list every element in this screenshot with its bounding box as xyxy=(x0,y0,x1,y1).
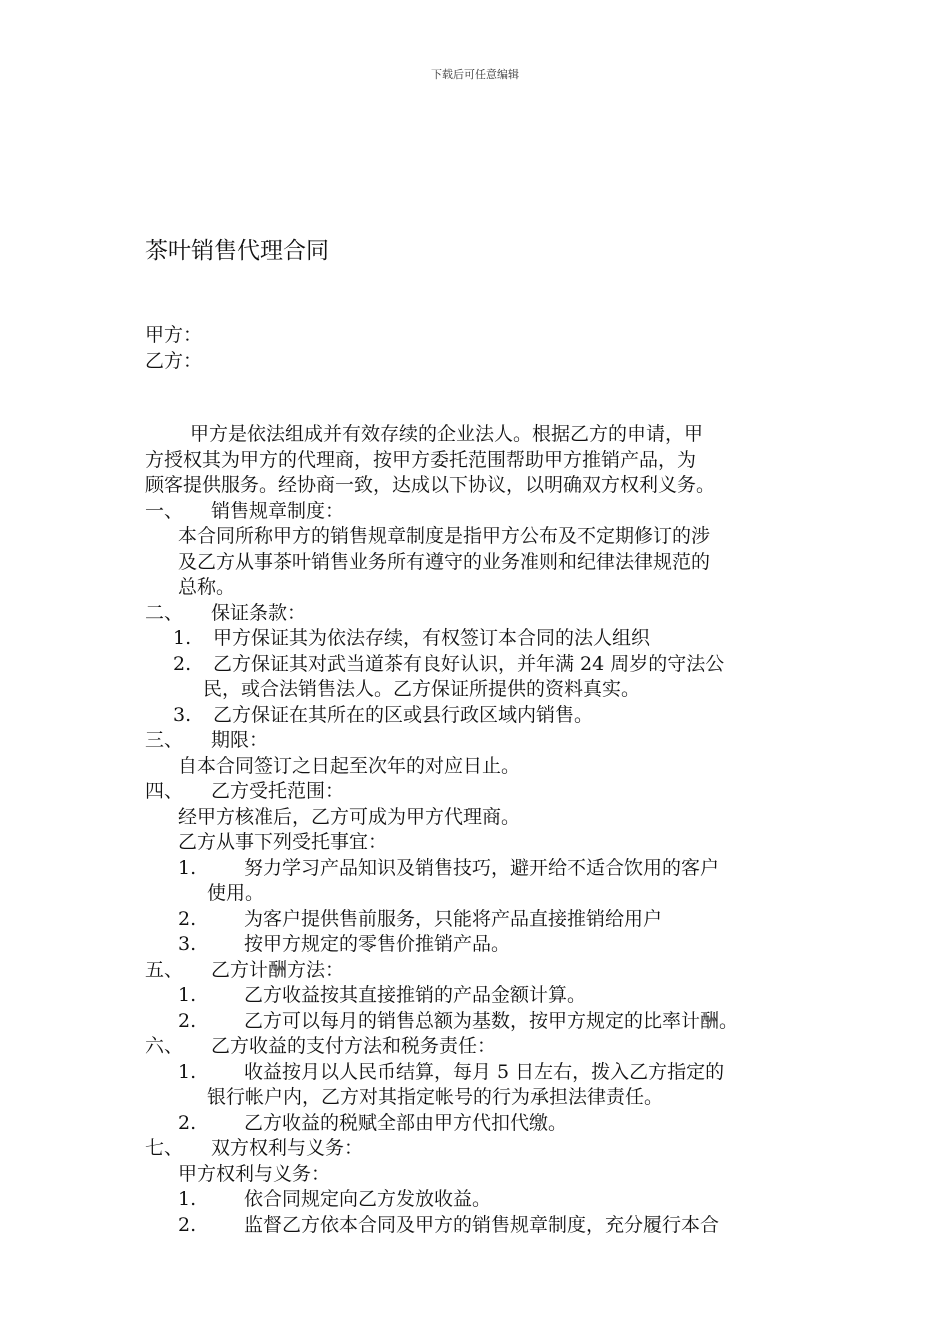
section-title: 双方权利与义务： xyxy=(211,1137,364,1159)
item-text: 乙方保证其对武当道茶有良好认识，并年满 24 周岁的守法公 xyxy=(213,652,725,675)
section-title: 销售规章制度： xyxy=(211,499,345,522)
section-paragraph: 及乙方从事茶叶销售业务所有遵守的业务准则和纪律法律规范的 xyxy=(178,550,711,573)
section-number: 二、 xyxy=(145,601,184,624)
party-b-label: 乙方： xyxy=(145,350,203,372)
section-heading xyxy=(145,1136,810,1162)
section-title: 乙方收益的支付方法和税务责任： xyxy=(211,1035,497,1057)
intro-line: 方授权其为甲方的代理商，按甲方委托范围帮助甲方推销产品，为 xyxy=(145,448,697,471)
item-number: 2. xyxy=(178,907,197,930)
section-paragraph: 自本合同签订之日起至次年的对应日止。 xyxy=(178,754,521,777)
item-number: 1. xyxy=(173,627,192,649)
section-heading xyxy=(145,958,810,984)
item-text: 按甲方规定的零售价推销产品。 xyxy=(244,933,511,955)
section-heading xyxy=(145,779,810,805)
item-number: 3. xyxy=(178,933,197,955)
list-item xyxy=(145,1060,810,1086)
item-number: 1. xyxy=(178,1060,197,1083)
section-title: 期限： xyxy=(211,729,269,751)
item-number: 2. xyxy=(178,1213,197,1236)
item-text: 乙方可以每月的销售总额为基数，按甲方规定的比率计酬。 xyxy=(244,1009,739,1032)
section-title: 乙方受托范围： xyxy=(211,780,345,802)
item-text: 为客户提供售前服务，只能将产品直接推销给用户 xyxy=(244,907,663,930)
header-note: 下载后可任意编辑 xyxy=(431,68,519,81)
item-continuation: 银行帐户内，乙方对其指定帐号的行为承担法律责任。 xyxy=(207,1086,664,1108)
item-number: 1. xyxy=(178,1188,197,1210)
item-number: 2. xyxy=(178,1009,197,1032)
section-paragraph: 本合同所称甲方的销售规章制度是指甲方公布及不定期修订的涉 xyxy=(178,525,711,547)
item-number: 1. xyxy=(178,984,197,1006)
section-paragraph: 甲方权利与义务： xyxy=(178,1162,331,1185)
section-paragraph: 总称。 xyxy=(178,576,236,598)
item-number: 3. xyxy=(173,703,192,726)
section-number: 六、 xyxy=(145,1035,184,1057)
item-text: 乙方收益的税赋全部由甲方代扣代缴。 xyxy=(244,1111,568,1134)
item-text: 努力学习产品知识及销售技巧，避开给不适合饮用的客户 xyxy=(244,856,720,879)
list-item xyxy=(145,856,810,882)
item-continuation: 民，或合法销售法人。乙方保证所提供的资料真实。 xyxy=(203,678,641,700)
section-number: 一、 xyxy=(145,499,184,522)
item-text: 依合同规定向乙方发放收益。 xyxy=(244,1188,492,1210)
section-heading xyxy=(145,499,810,525)
item-continuation: 使用。 xyxy=(207,882,265,904)
section-paragraph: 乙方从事下列受托事宜： xyxy=(178,831,388,853)
section-number: 四、 xyxy=(145,780,184,802)
contract-body xyxy=(145,422,810,1238)
item-number: 1. xyxy=(178,856,197,879)
section-number: 七、 xyxy=(145,1137,184,1159)
item-text: 监督乙方依本合同及甲方的销售规章制度，充分履行本合 xyxy=(244,1213,720,1236)
section-title: 保证条款： xyxy=(211,601,307,624)
list-item xyxy=(145,1111,810,1137)
list-item xyxy=(145,983,810,1009)
list-item xyxy=(145,932,810,958)
list-item xyxy=(145,1009,810,1035)
list-item xyxy=(145,1213,810,1239)
intro-line: 顾客提供服务。经协商一致，达成以下协议，以明确双方权利义务。 xyxy=(145,474,716,496)
parties xyxy=(145,322,202,374)
item-text: 乙方收益按其直接推销的产品金额计算。 xyxy=(244,984,587,1006)
item-text: 甲方保证其为依法存续，有权签订本合同的法人组织 xyxy=(213,627,651,649)
section-paragraph: 经甲方核准后，乙方可成为甲方代理商。 xyxy=(178,805,521,828)
item-number: 2. xyxy=(173,652,192,675)
list-item xyxy=(145,652,810,678)
item-text: 收益按月以人民币结算，每月 5 日左右，拨入乙方指定的 xyxy=(244,1060,725,1083)
intro-line: 甲方是依法组成并有效存续的企业法人。根据乙方的申请，甲 xyxy=(190,423,704,445)
list-item xyxy=(145,626,810,652)
section-heading xyxy=(145,1034,810,1060)
list-item xyxy=(145,703,810,729)
intro-paragraph xyxy=(145,422,810,448)
section-number: 三、 xyxy=(145,729,184,751)
document-title: 茶叶销售代理合同 xyxy=(145,238,329,264)
section-heading xyxy=(145,728,810,754)
list-item xyxy=(145,1187,810,1213)
section-title: 乙方计酬方法： xyxy=(211,958,345,981)
list-item xyxy=(145,907,810,933)
item-text: 乙方保证在其所在的区或县行政区域内销售。 xyxy=(213,703,594,726)
section-number: 五、 xyxy=(145,958,184,981)
item-number: 2. xyxy=(178,1111,197,1134)
section-heading xyxy=(145,601,810,627)
party-a-label: 甲方： xyxy=(145,324,203,346)
